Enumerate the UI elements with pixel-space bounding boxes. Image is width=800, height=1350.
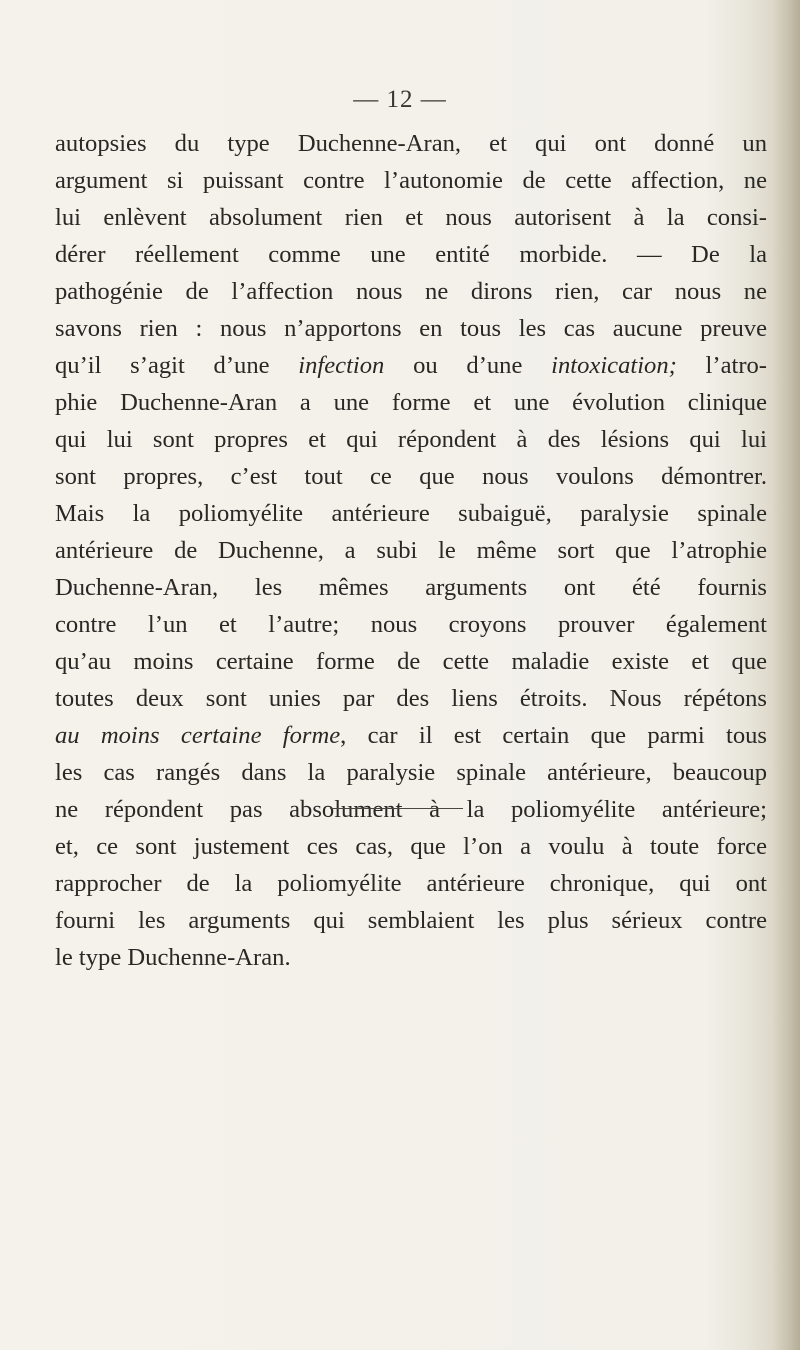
text-line [55, 273, 767, 310]
text-segment: ne répondent pas absolument à la poliomyélite antérieure; [55, 796, 767, 823]
italic-phrase: intoxication; [551, 352, 677, 379]
text-segment: Duchenne-Aran, les mêmes arguments ont été fournis [55, 574, 767, 601]
text-segment: le type Duchenne-Aran. [55, 944, 291, 971]
text-line [55, 162, 767, 199]
text-segment: autopsies du type Duchenne-Aran, et qui ont donné un [55, 130, 767, 157]
text-line [55, 791, 767, 828]
text-segment: toutes deux sont unies par des liens étroits. Nous répétons [55, 685, 767, 712]
text-segment: argument si puissant contre l’autonomie de cette affection, ne [55, 167, 767, 194]
text-segment: antérieure de Duchenne, a subi le même sort que l’atrophie [55, 537, 767, 564]
text-segment: Mais la poliomyélite antérieure subaiguë, paralysie spinale [55, 500, 767, 527]
text-segment: sont propres, c’est tout ce que nous voulons démontrer. [55, 463, 767, 490]
text-segment: qu’il s’agit d’une [55, 352, 299, 379]
text-segment: contre l’un et l’autre; nous croyons prouver également [55, 611, 767, 638]
text-line [55, 902, 767, 939]
page-edge-shadow [772, 0, 800, 1350]
text-segment: savons rien : nous n’apportons en tous les cas aucune preuve [55, 315, 767, 342]
text-line [55, 939, 767, 976]
body-text [55, 125, 767, 976]
text-line [55, 495, 767, 532]
text-line [55, 347, 767, 384]
text-segment: l’atro- [676, 352, 767, 379]
text-line [55, 421, 767, 458]
text-line [55, 532, 767, 569]
text-line [55, 643, 767, 680]
text-line [55, 569, 767, 606]
text-segment: pathogénie de l’affection nous ne dirons rien, car nous ne [55, 278, 767, 305]
text-segment: , car il est certain que parmi tous [340, 722, 767, 749]
text-segment: fourni les arguments qui semblaient les plus sérieux contre [55, 907, 767, 934]
text-line [55, 384, 767, 421]
section-rule [330, 808, 463, 809]
italic-phrase: au moins certaine forme [55, 722, 341, 749]
text-line [55, 717, 767, 754]
text-segment: rapprocher de la poliomyélite antérieure chronique, qui ont [55, 870, 767, 897]
text-segment: qui lui sont propres et qui répondent à des lésions qui lui [55, 426, 767, 453]
text-segment: lui enlèvent absolument rien et nous autorisent à la consi- [55, 204, 767, 231]
text-line [55, 236, 767, 273]
text-line [55, 125, 767, 162]
page-number: — 12 — [353, 86, 447, 113]
text-line [55, 754, 767, 791]
text-line [55, 199, 767, 236]
text-line [55, 865, 767, 902]
text-line [55, 828, 767, 865]
text-segment: ou d’une [384, 352, 552, 379]
text-line [55, 458, 767, 495]
text-line [55, 606, 767, 643]
text-segment: qu’au moins certaine forme de cette maladie existe et que [55, 648, 767, 675]
text-segment: les cas rangés dans la paralysie spinale antérieure, beaucoup [55, 759, 767, 786]
italic-phrase: infection [298, 352, 385, 379]
text-line [55, 310, 767, 347]
text-segment: dérer réellement comme une entité morbide. — De la [55, 241, 767, 268]
text-line [55, 680, 767, 717]
text-segment: et, ce sont justement ces cas, que l’on a voulu à toute force [55, 833, 767, 860]
text-segment: phie Duchenne-Aran a une forme et une évolution clinique [55, 389, 767, 416]
